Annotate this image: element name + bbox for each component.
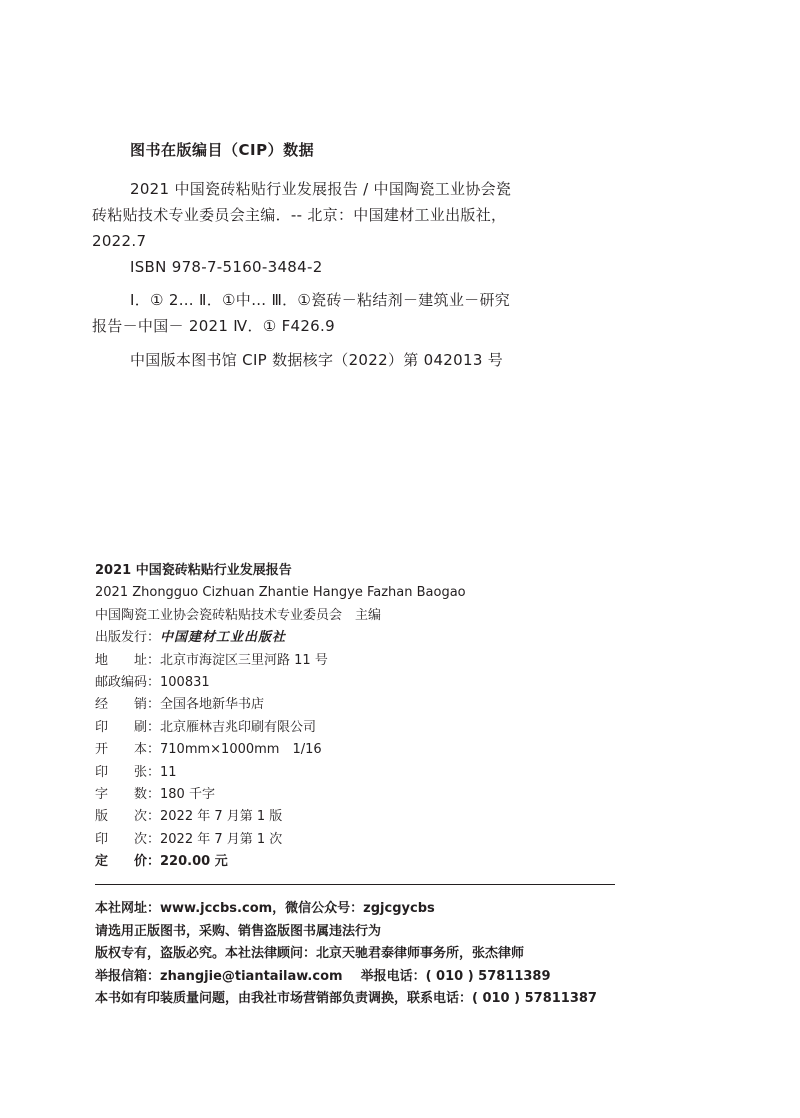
quality-line: 本书如有印装质量问题，由我社市场营销部负责调换，联系电话：( 010 ) 57811387: [95, 991, 597, 1007]
book-title: 2021 中国瓷砖粘贴行业发展报告: [95, 563, 292, 578]
distributor-value: 全国各地新华书店: [160, 697, 265, 713]
format-value: 710mm×1000mm 1/16: [160, 742, 322, 758]
sheets-label: 印 张：: [95, 764, 161, 780]
report-line: [95, 966, 597, 989]
address-value: 北京市海淀区三里河路 11 号: [160, 652, 328, 668]
imprint-block: [95, 560, 466, 874]
book-editor: 中国陶瓷工业协会瓷砖粘贴技术专业委员会 主编: [95, 607, 382, 623]
format-label: 开 本：: [95, 742, 161, 758]
legal-counsel: 本社法律顾问：北京天驰君泰律师事务所，张杰律师: [225, 946, 525, 962]
cip-classification: Ⅰ．① 2… Ⅱ．①中… Ⅲ．①瓷砖－粘结剂－建筑业－研究报告－中国－ 2021 Ⅳ．① F426.9: [92, 291, 511, 335]
piracy-line: 请选用正版图书，采购、销售盗版图书属违法行为: [95, 923, 382, 939]
report-email: 举报信箱：zhangjie@tiantailaw.com: [95, 968, 343, 984]
printer-label: 印 刷：: [95, 719, 161, 735]
publisher-logo: 中国建材工业出版社: [160, 630, 287, 646]
cip-number: 中国版本图书馆 CIP 数据核字（2022）第 042013 号: [130, 351, 504, 369]
postcode-label: 邮政编码：: [95, 675, 161, 691]
price-label: 定 价：: [95, 854, 161, 870]
copyright-notice: 版权专有，盗版必究。: [95, 946, 226, 962]
edition-value: 2022 年 7 月第 1 版: [160, 809, 283, 825]
website-line: 本社网址：www.jccbs.com，微信公众号：zgjcgycbs: [95, 901, 435, 916]
publisher-row: [95, 627, 466, 649]
sheets-row: [95, 762, 466, 784]
postcode-row: [95, 672, 466, 694]
words-value: 180 千字: [160, 787, 215, 803]
cip-heading: 图书在版编目（CIP）数据: [130, 141, 315, 159]
sheets-value: 11: [160, 764, 177, 780]
printer-value: 北京雁林吉兆印刷有限公司: [160, 719, 317, 735]
distributor-label: 经 销：: [95, 697, 161, 713]
price-row: [95, 851, 466, 873]
copyright-line: [95, 943, 597, 966]
printer-row: [95, 717, 466, 739]
words-label: 字 数：: [95, 787, 161, 803]
footer-block: [95, 898, 597, 1011]
distributor-row: [95, 694, 466, 716]
postcode-value: 100831: [160, 675, 210, 691]
publisher-label: 出版发行：: [95, 630, 161, 646]
format-row: [95, 739, 466, 761]
impression-value: 2022 年 7 月第 1 次: [160, 831, 283, 847]
impression-row: [95, 829, 466, 851]
price-value: 220.00 元: [160, 854, 228, 870]
report-phone: 举报电话：( 010 ) 57811389: [360, 968, 551, 984]
cip-isbn: ISBN 978-7-5160-3484-2: [130, 258, 323, 276]
address-row: [95, 650, 466, 672]
edition-row: [95, 806, 466, 828]
book-title-pinyin: 2021 Zhongguo Cizhuan Zhantie Hangye Fazhan Baogao: [95, 585, 466, 601]
cip-title-statement: 2021 中国瓷砖粘贴行业发展报告 / 中国陶瓷工业协会瓷砖粘贴技术专业委员会主编．-- 北京：中国建材工业出版社，2022.7: [92, 180, 512, 250]
divider-rule: [95, 884, 615, 885]
edition-label: 版 次：: [95, 809, 161, 825]
impression-label: 印 次：: [95, 831, 161, 847]
words-row: [95, 784, 466, 806]
address-label: 地 址：: [95, 652, 161, 668]
